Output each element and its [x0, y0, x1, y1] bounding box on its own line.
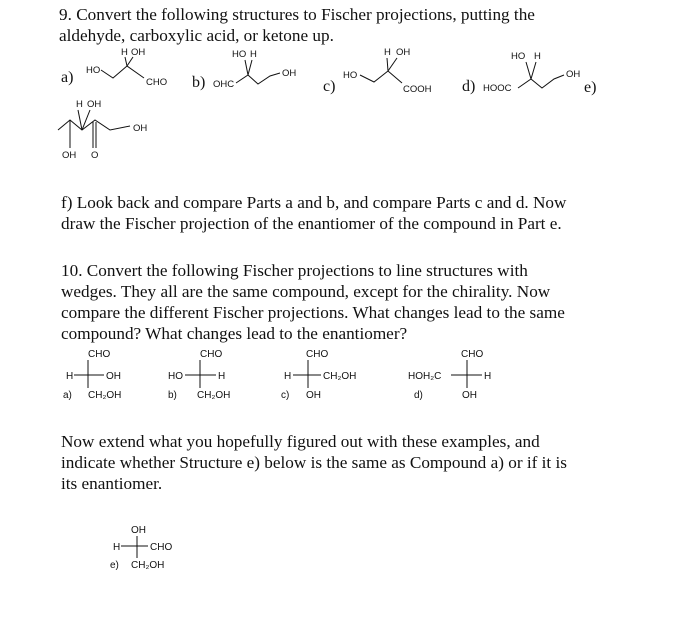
fischer-11e	[110, 525, 172, 571]
structure-9d-oh: OH	[566, 69, 581, 80]
fischer-10d-left: HOH₂C	[408, 371, 442, 382]
fischer-10a-top: CHO	[88, 349, 111, 360]
structure-9e-oh-bottom: OH	[62, 150, 77, 161]
structure-9b-oh: OH	[282, 68, 297, 79]
fischer-10c-right: CH₂OH	[323, 371, 357, 382]
fischer-10d-label: d)	[414, 390, 423, 401]
structure-9a-oh: OH	[131, 47, 146, 58]
question-extend-line-3: its enantiomer.	[61, 474, 163, 493]
structure-9a-cho: CHO	[146, 77, 168, 88]
fischer-10b	[168, 349, 230, 401]
fischer-11e-top: OH	[131, 525, 146, 536]
structure-9d-ho: HO	[511, 51, 526, 62]
fischer-10d-bottom: OH	[462, 390, 477, 401]
fischer-10c-label: c)	[281, 390, 290, 401]
question-9-line-2: aldehyde, carboxylic acid, or ketone up.	[59, 26, 334, 45]
structure-9d-h: H	[534, 51, 541, 62]
fischer-10a-label: a)	[63, 390, 72, 401]
fischer-10c-left: H	[284, 371, 292, 382]
fischer-10d-right: H	[484, 371, 492, 382]
structure-9d-hooc: HOOC	[483, 83, 512, 94]
question-10-line-1: 10. Convert the following Fischer projections to line structures with	[61, 261, 528, 280]
question-extend-line-2: indicate whether Structure e) below is the same as Compound a) or if it is	[61, 453, 567, 472]
label-9a: a)	[61, 69, 74, 86]
label-9b: b)	[192, 74, 206, 91]
label-9d: d)	[462, 78, 476, 95]
fischer-10a	[63, 349, 121, 401]
fischer-10c	[281, 349, 356, 401]
fischer-10b-bottom: CH₂OH	[197, 390, 231, 401]
question-extend-line-1: Now extend what you hopefully figured out with these examples, and	[61, 432, 540, 451]
structure-9a-h: H	[121, 47, 128, 58]
structure-9c-cooh: COOH	[403, 84, 432, 95]
structure-9e-h: H	[76, 99, 83, 110]
question-10-line-2: wedges. They all are the same compound, except for the chirality. Now	[61, 282, 551, 301]
structure-9a-ho: HO	[86, 65, 101, 76]
label-9c: c)	[323, 78, 336, 95]
fischer-10b-right: H	[218, 371, 226, 382]
fischer-10c-bottom: OH	[306, 390, 321, 401]
question-10-line-4: compound? What changes lead to the enantiomer?	[61, 324, 408, 343]
structure-9c-oh: OH	[396, 47, 411, 58]
structure-9e-o: O	[91, 150, 99, 161]
fischer-10b-left: HO	[168, 371, 183, 382]
question-9-line-1: 9. Convert the following structures to Fischer projections, putting the	[59, 5, 535, 24]
fischer-10d-top: CHO	[461, 349, 484, 360]
structure-9e-oh-right: OH	[133, 123, 148, 134]
fischer-11e-right: CHO	[150, 542, 173, 553]
fischer-10a-bottom: CH₂OH	[88, 390, 122, 401]
structure-9b-h: H	[250, 49, 257, 60]
fischer-11e-label: e)	[110, 560, 119, 571]
question-f-line-2: draw the Fischer projection of the enantiomer of the compound in Part e.	[61, 214, 562, 233]
structure-9e-oh: OH	[87, 99, 102, 110]
structure-9b-ho: HO	[232, 49, 247, 60]
question-extend-text	[61, 431, 567, 494]
structure-9c-h: H	[384, 47, 391, 58]
fischer-10a-right: OH	[106, 371, 121, 382]
structure-9c-ho: HO	[343, 70, 358, 81]
fischer-11e-bottom: CH₂OH	[131, 560, 165, 571]
label-9e: e)	[584, 79, 597, 96]
fischer-10b-label: b)	[168, 390, 177, 401]
fischer-10d	[408, 349, 491, 401]
fischer-10a-left: H	[66, 371, 74, 382]
fischer-11e-left: H	[113, 542, 121, 553]
question-10-line-3: compare the different Fischer projections. What changes lead to the same	[61, 303, 565, 322]
structure-9b-ohc: OHC	[213, 79, 235, 90]
question-f-line-1: f) Look back and compare Parts a and b, and compare Parts c and d. Now	[61, 193, 567, 212]
fischer-10c-top: CHO	[306, 349, 329, 360]
fischer-10b-top: CHO	[200, 349, 223, 360]
